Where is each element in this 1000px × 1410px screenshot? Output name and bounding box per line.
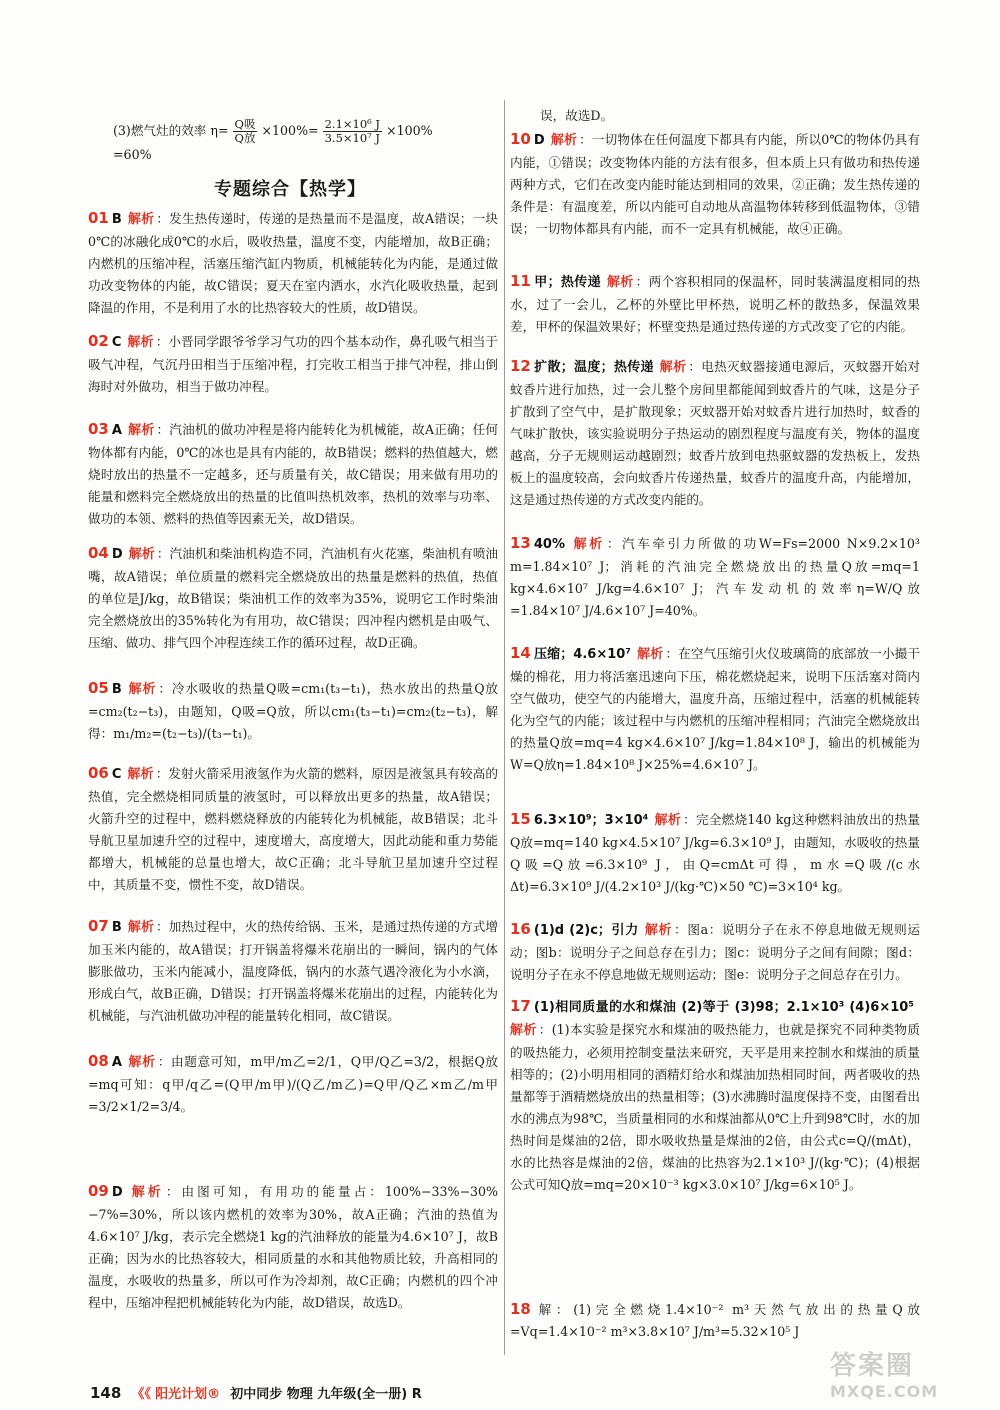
page-number: 148 (90, 1384, 122, 1402)
analysis-text: ：发射火箭采用液氢作为火箭的燃料，原因是液氢具有较高的热值，完全燃烧相同质量的液氢时，可以释放出更多的热量，故A错误；火箭升空的过程中，燃料燃烧释放的内能转化为机械能，故B错误；北斗导航卫星加速升空的过程中，速度增大，高度增大，因此动能和重力势能都增大，机械能的总量也增大，故C正确；北斗导航卫星加速升空过程中，其质量不变，惯性不变，故D错误。 (88, 766, 498, 892)
analysis-text: ：加热过程中，火的热传给锅、玉米，是通过热传递的方式增加玉米内能的，故A错误；打开锅盖将爆米花崩出的一瞬间，锅内的气体膨胀做功，玉米内能减小，温度降低，锅内的水蒸气遇冷液化为小水滴，形成白气，故B正确，D错误；打开锅盖将爆米花崩出的过程，内能转化为机械能，与汽油机做功冲程的能量转化相同，故C错误。 (88, 919, 498, 1023)
section-title: 专题综合【热学】 (214, 179, 366, 200)
continuation-text: 误，故选D。 (540, 108, 614, 123)
analysis-text: ：冷水吸收的热量Q吸=cm₁(t₃−t₁)，热水放出的热量Q放=cm₂(t₂−t₃)，由题知，Q吸=Q放，所以cm₁(t₃−t₁)=cm₂(t₂−t₃)，解得：m₁/m₂=(t₂−t₃)/(t₃−t₁)。 (88, 681, 498, 741)
question-number: 07 (88, 917, 109, 935)
question-01 (88, 207, 498, 325)
analysis-text: ：完全燃烧140 kg这种燃料油放出的热量Q放=mq=140 kg×4.5×10⁷ J/kg=6.3×10⁹ J，由题知，水吸收的热量Q吸=Q放=6.3×10⁹ J，由Q=cmΔt可得，m水=Q吸/(c水Δt)=6.3×10⁹ J/(4.2×10³ J/(kg·℃)×50 ℃)=3×10⁴ kg。 (510, 812, 920, 894)
page-footer (90, 1383, 422, 1402)
column-divider (504, 100, 505, 1355)
analysis-tag: 解析 (127, 423, 155, 438)
question-number: 14 (510, 644, 531, 662)
answer-key: C (111, 335, 122, 350)
question-14 (510, 642, 920, 802)
intro-prefix: (3)燃气灶的效率 η= (113, 123, 229, 138)
question-17 (510, 995, 920, 1290)
question-number: 13 (510, 534, 531, 552)
question-11 (510, 270, 920, 350)
analysis-tag: 解析 (510, 1023, 537, 1038)
analysis-tag: 解析 (127, 767, 154, 782)
question-number: 02 (88, 332, 109, 350)
question-number: 08 (88, 1052, 109, 1070)
answer-key: (1)d (2)c；引力 (533, 923, 639, 938)
analysis-tag: 解析 (127, 1055, 156, 1070)
question-number: 01 (88, 209, 109, 227)
watermark-title: 答案圈 (830, 1351, 915, 1381)
fraction-numerator: Q吸 (234, 117, 256, 131)
analysis-tag: 解析 (571, 537, 605, 552)
analysis-text: ：由图可知，有用功的能量占：100%−33%−30%−7%=30%，所以该内燃机的效率为30%，故A正确；汽油的热值为4.6×10⁷ J/kg，表示完全燃烧1 kg的汽油释放的能量为4.6×10⁷ J，故B正确；因为水的比热容较大，相同质量的水和其他物质比较，升高相同的温度，水吸收的热量多，所以可作为冷却剂，故C正确；内燃机的四个冲程中，压缩冲程把机械能转化为内能，故D错误，故选D。 (88, 1184, 498, 1310)
fraction-values (323, 118, 382, 145)
answer-key: D (111, 547, 123, 562)
question-number: 16 (510, 920, 531, 938)
intro-line2: =60% (113, 147, 152, 162)
fraction-denominator: 3.5×10⁷ J (324, 131, 381, 145)
question-09 (88, 1180, 498, 1340)
watermark (830, 1345, 980, 1405)
analysis-tag: 解析 (606, 275, 634, 290)
answer-key: 6.3×10⁹；3×10⁴ (533, 813, 649, 828)
question-number: 18 (510, 1300, 531, 1318)
analysis-text: ：电热灭蚊器接通电源后，灭蚊器开始对蚊香片进行加热，过一会儿整个房间里都能闻到蚊香片的气味，这是分子扩散到了空气中，是扩散现象；灭蚊器开始对蚊香片进行加热时，蚊香的气味扩散快，该实验说明分子热运动的剧烈程度与温度有关，物体的温度越高，分子无规则运动越剧烈；蚊香片放到电热驱蚊器的发热板上，发热板上的温度较高，会向蚊香片传递热量，蚊香片的温度升高，内能增加，这是通过热传递的方式改变内能的。 (510, 359, 920, 507)
question-number: 12 (510, 357, 531, 375)
intro-suffix: ×100% (386, 123, 433, 138)
answer-key: B (111, 920, 122, 935)
brand-logo: 阳光计划® (155, 1387, 221, 1402)
question-08 (88, 1050, 498, 1175)
analysis-tag: 解析 (654, 813, 682, 828)
answer-key: 甲；热传递 (533, 275, 601, 290)
answer-key: A (111, 423, 122, 438)
analysis-text: ：(1)本实验是探究水和煤油的吸热能力，也就是探究不同种类物质的吸热能力，必须用控制变量法来研究，天平是用来控制水和煤油的质量相等的；(2)小明用相同的酒精灯给水和煤油加热相同时间，两者吸收的热量都等于酒精燃烧放出的热量相等；(3)水沸腾时温度保持不变，由图看出水的沸点为98℃，当质量相同的水和煤油都从0℃上升到98℃时，水的加热时间是煤油的2倍，即水吸收热量是煤油的2倍，由公式c=Q/(mΔt)，水的比热容是煤油的2倍，煤油的比热容为2.1×10³ J/(kg·℃)；(4)根据公式可知Q放=mq=20×10⁻³ kg×3.0×10⁷ J/kg=6×10⁵ J。 (510, 1022, 920, 1192)
question-05 (88, 677, 498, 757)
question-15 (510, 808, 920, 913)
analysis-tag: 解析 (127, 920, 155, 935)
question-03 (88, 418, 498, 536)
question-number: 09 (88, 1182, 109, 1200)
intro-mid: ×100%= (261, 123, 319, 138)
answer-key: 压缩；4.6×10⁷ (533, 647, 632, 662)
question-07 (88, 915, 498, 1043)
fraction-numerator: 2.1×10⁶ J (324, 117, 381, 131)
book-subtitle: 初中同步 物理 九年级(全一册) R (230, 1387, 422, 1402)
analysis-text: ：一切物体在任何温度下都具有内能，所以0℃的物体仍具有内能，①错误；改变物体内能的方法有很多，但本质上只有做功和热传递两种方式，它们在改变内能时能达到相同的效果，②正确；发生热传递的条件是：有温度差，所以内能可自动地从高温物体转移到低温物体，③错误；一切物体都具有内能，而不一定具有机械能，故④正确。 (510, 132, 920, 236)
answer-key: B (111, 212, 122, 227)
question-10 (510, 128, 920, 263)
answer-key: 40% (533, 537, 565, 552)
question-number: 06 (88, 764, 109, 782)
analysis-text: ：小晋同学跟爷爷学习气功的四个基本动作，鼻孔吸气相当于吸气冲程，气沉丹田相当于压缩冲程，打完收工相当于排气冲程，排山倒海时对外做功，相当于做功冲程。 (88, 334, 498, 394)
question-number: 15 (510, 810, 531, 828)
fraction-q-ratio (233, 118, 258, 145)
answer-key: C (111, 767, 122, 782)
question-02 (88, 330, 498, 410)
watermark-url: MXQE.COM (830, 1382, 939, 1401)
question-number: 10 (510, 130, 531, 148)
answer-key: D (533, 133, 545, 148)
answer-key: (1)相同质量的水和煤油 (2)等于 (3)98；2.1×10³ (4)6×10⁵ (533, 1000, 914, 1015)
question-12 (510, 355, 920, 527)
answer-key: B (111, 682, 122, 697)
analysis-tag: 解析 (644, 923, 673, 938)
question-number: 11 (510, 272, 531, 290)
question-number: 05 (88, 679, 109, 697)
analysis-tag: 解析 (128, 1185, 164, 1200)
answer-key: D (111, 1185, 123, 1200)
answer-key: A (111, 1055, 122, 1070)
analysis-tag: 解析 (127, 335, 154, 350)
analysis-text: ：由题意可知，m甲/m乙=2/1，Q甲/Q乙=3/2，根据Q放=mq可知：q甲/q乙=(Q甲/m甲)/(Q乙/m乙)=Q甲/Q乙×m乙/m甲=3/2×1/2=3/4。 (88, 1054, 498, 1114)
question-number: 03 (88, 420, 109, 438)
question-number: 17 (510, 997, 531, 1015)
question-number: 04 (88, 544, 109, 562)
question-16 (510, 918, 920, 993)
analysis-tag: 解析 (659, 360, 687, 375)
analysis-tag: 解析 (637, 647, 664, 662)
fraction-denominator: Q放 (234, 131, 256, 145)
analysis-text: ：发生热传递时，传递的是热量而不是温度，故A错误；一块0℃的冰融化成0℃的水后，吸收热量，温度不变，内能增加，故B正确；内燃机的压缩冲程，活塞压缩汽缸内物质，机械能转化为内能，是通过做功改变物体的内能，故C错误；夏天在室内洒水，水汽化吸收热量，起到降温的作用，不是利用了水的比热容较大的性质，故D错误。 (88, 211, 498, 315)
analysis-text: 解：(1)完全燃烧1.4×10⁻² m³天然气放出的热量Q放=Vq=1.4×10⁻² m³×3.8×10⁷ J/m³=5.32×10⁵ J (510, 1302, 920, 1339)
analysis-text: ：两个容积相同的保温杯，同时装满温度相同的热水，过了一会儿，乙杯的外壁比甲杯热，说明乙杯的散热多，保温效果差，甲杯的保温效果好；杯壁变热是通过热传递的方式改变了它的内能。 (510, 274, 920, 334)
analysis-text: ：汽油机的做功冲程是将内能转化为机械能，故A正确；任何物体都有内能，0℃的冰也是具有内能的，故B错误；燃料的热值越大，燃烧时放出的热量不一定越多，还与质量有关，故C错误；用来做有用功的能量和燃料完全燃烧放出的热量的比值叫热机效率，热机的效率与功率、做功的本领、燃料的热值等因素无关，故D错误。 (88, 422, 498, 526)
question-04 (88, 542, 498, 670)
analysis-tag: 解析 (127, 212, 155, 227)
question-06 (88, 762, 498, 908)
analysis-tag: 解析 (550, 133, 578, 148)
analysis-tag: 解析 (127, 682, 157, 697)
double-arrow-icon: 《《 (131, 1387, 151, 1402)
intro-line1 (113, 118, 433, 145)
answer-key: 扩散；温度；热传递 (533, 360, 654, 375)
analysis-text: ：图a：说明分子在永不停息地做无规则运动；图b：说明分子之间总存在引力；图c：说明分子之间有间隙；图d：说明分子在永不停息地做无规则运动；图e：说明分子之间总存在引力。 (510, 922, 920, 982)
analysis-text: ：在空气压缩引火仪玻璃筒的底部放一小撮干燥的棉花，用力将活塞迅速向下压，棉花燃烧起来，说明下压活塞对筒内空气做功，使空气的内能增大，温度升高，压缩过程中，活塞的机械能转化为空气的内能；该过程中与内燃机的压缩冲程相同；汽油完全燃烧放出的热量Q放=mq=4 kg×4.6×10⁷ J/kg=1.84×10⁸ J，输出的机械能为W=Q放η=1.84×10⁸ J×25%=4.6×10⁷ J。 (510, 646, 920, 772)
question-13 (510, 532, 920, 637)
analysis-text: ：汽油机和柴油机构造不同，汽油机有火花塞，柴油机有喷油嘴，故A错误；单位质量的燃料完全燃烧放出的热量是燃料的热值，热值的单位是J/kg，故B错误；柴油机工作的效率为35%，说明它工作时柴油完全燃烧放出的35%转化为有用功，故C错误；四冲程内燃机是由吸气、压缩、做功、排气四个冲程连续工作的循环过程，故D正确。 (88, 546, 498, 650)
analysis-text: ：汽车牵引力所做的功W=Fs=2000 N×9.2×10³ m=1.84×10⁷ J；消耗的汽油完全燃烧放出的热量Q放=mq=1 kg×4.6×10⁷ J/kg=4.6×10⁷ J；汽车发动机的效率η=W/Q放=1.84×10⁷ J/4.6×10⁷ J=40%。 (510, 536, 920, 618)
analysis-tag: 解析 (128, 547, 155, 562)
